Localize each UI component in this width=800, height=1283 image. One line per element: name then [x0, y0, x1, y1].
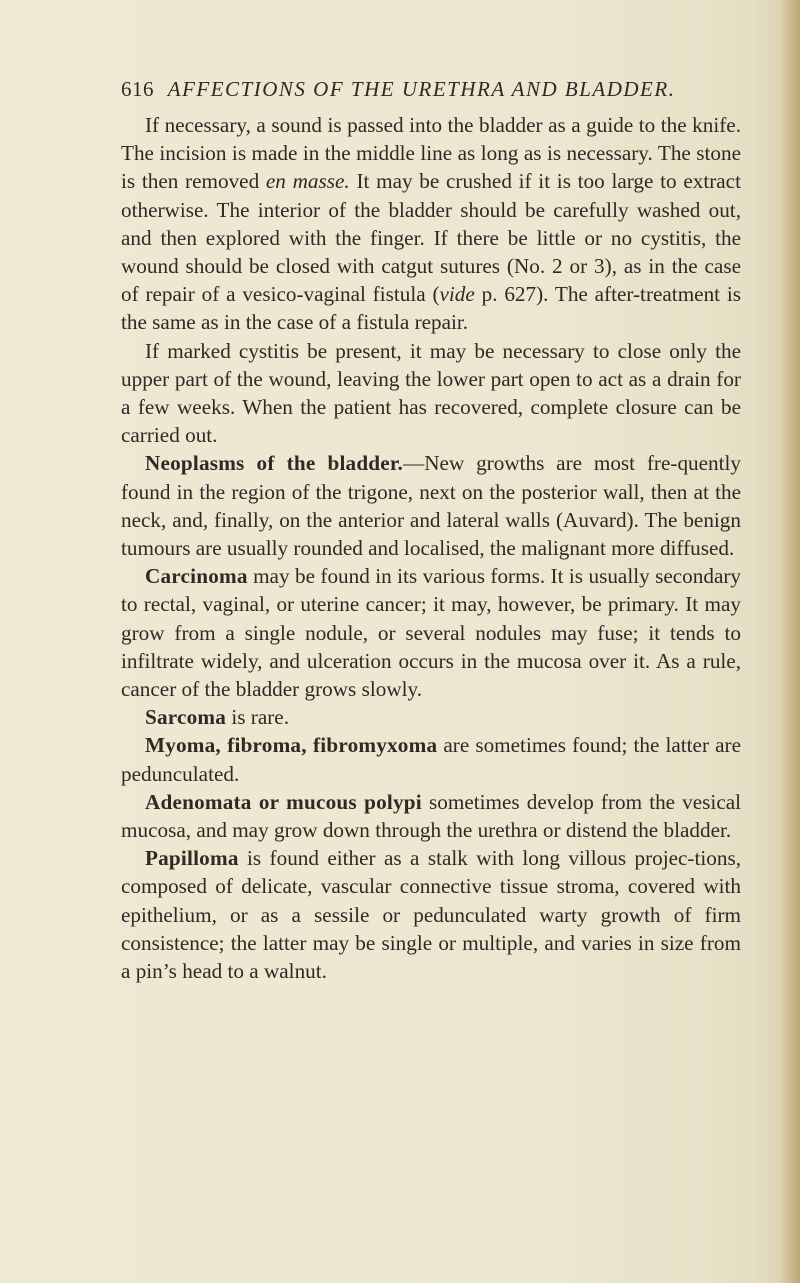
text-run: is found either as a stalk with long villous projec-tions, composed of delicate, vascular connective tissue stroma, covered with epithelium, or as a sessile or pedunculated warty growth of firm consistence; the latter may be single or multiple, and varies in size from a pin’s head to a walnut. [121, 846, 741, 984]
paragraph [121, 562, 741, 703]
paragraph [121, 337, 741, 450]
text-run: It may be crushed if it is too large to extract otherwise. The interior of the bladder should be carefully washed out, and then explored with the finger. If there be little or no cystitis, the wound should be closed with catgut sutures (No. 2 or 3), as in the case of repair of a vesico-vaginal fistula ( [121, 169, 741, 307]
page-body [121, 111, 741, 985]
text-run: p. 627). The after-treatment is the same as in the case of a fistula repair. [121, 282, 741, 335]
term-adenomata: Adenomata or mucous polypi [145, 789, 422, 814]
term-sarcoma: Sarcoma [145, 705, 227, 730]
paragraph [121, 731, 741, 787]
text-run: If necessary, a sound is passed into the bladder as a guide to the knife. The incision is made in the middle line as long as is necessary. The stone is then removed [121, 113, 741, 194]
text-run: are sometimes found; the latter are pedunculated. [121, 733, 741, 786]
paragraph [121, 703, 741, 731]
text-run-italic: vide [439, 282, 475, 307]
paragraph [121, 111, 741, 337]
term-carcinoma: Carcinoma [145, 564, 248, 589]
text-run: sometimes develop from the vesical mucosa, and may grow down through the urethra or distend the bladder. [121, 789, 742, 843]
text-run: —New growths are most fre-quently found in the region of the trigone, next on the posterior wall, then at the neck, and, finally, on the anterior and lateral walls (Auvard). The benign tumours are usually rounded and localised, the malignant more diffused. [121, 451, 742, 561]
paragraph [121, 844, 741, 985]
text-run: is rare. [226, 705, 289, 730]
running-header [121, 77, 741, 102]
page-number: 616 [121, 77, 154, 101]
page-edge [778, 0, 800, 1283]
paragraph [121, 788, 741, 844]
text-run: may be found in its various forms. It is usually secondary to rectal, vaginal, or uterine cancer; it may, however, be primary. It may grow from a single nodule, or several nodules may fuse; it tends to infiltrate widely, and ulceration occurs in the mucosa over it. As a rule, cancer of the bladder grows slowly. [121, 564, 741, 702]
text-run-italic: en masse. [265, 169, 350, 194]
running-title: AFFECTIONS OF THE URETHRA AND BLADDER. [167, 77, 676, 101]
section-heading-neoplasms: Neoplasms of the bladder. [145, 451, 404, 476]
term-myoma: Myoma, fibroma, fibromyxoma [145, 733, 438, 758]
text-run: If marked cystitis be present, it may be necessary to close only the upper part of the wound, leaving the lower part open to act as a drain for a few weeks. When the patient has recovered, complete closure can be carried out. [121, 338, 741, 448]
paragraph [121, 449, 741, 562]
term-papilloma: Papilloma [145, 846, 239, 871]
